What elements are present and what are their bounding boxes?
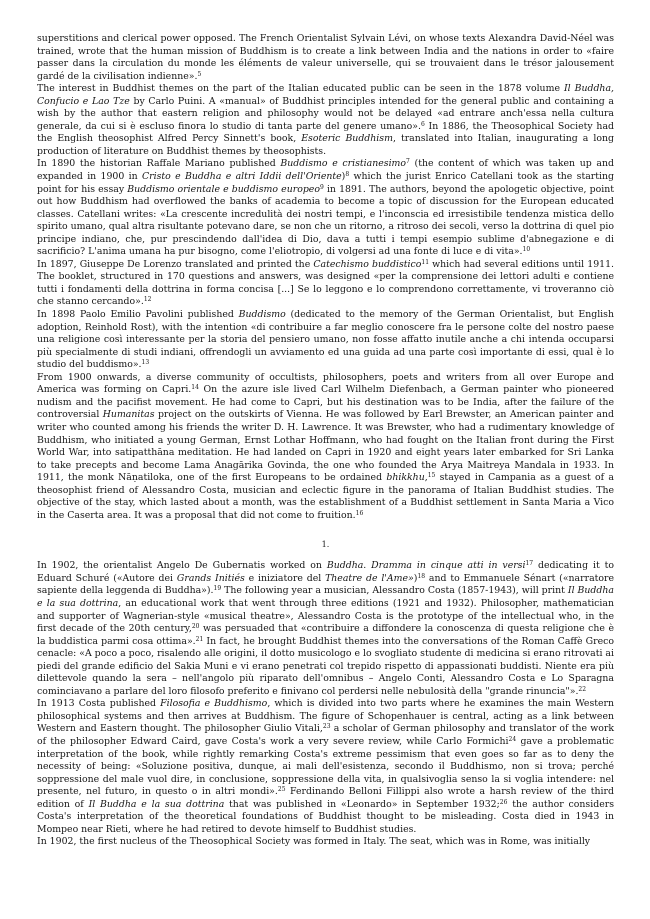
italic-title: Buddismo [238,309,286,321]
paragraph [37,698,614,836]
paragraph [37,259,614,309]
text-run: stayed in Campania as a guest of a theosophist friend of Alessandro Costa, musician and eclectic figure in the panorama of Italian Buddhist studies. The objective of the stay, which lasted about a month, was the establishment of a Buddhist settlement in Santa Maria a Vico in the Caserta area. It was a proposal that did not come to fruition. [37,472,615,521]
text-run: ) [413,572,418,584]
text-run: In fact, he brought Buddhist themes into the conversations of the Roman Caffè Greco cenacle: «A poco a poco, risalendo alle origini, il dotto musicologo e lo svogliato studente di medicina si erano ritrovati ai piedi del grande edificio del Sakia Muni e vi erano penetrati col trepido rispetto di appassionati buddisti. Niente era più dilettevole quando la sera – nell'angolo più riparato dell'omnibus – Angelo Conti, Alessandro Costa e Lo Sparagna cominciavano a parlare del loro filosofo preferito e finivano col perdersi nelle nebulosità della "grande rinuncia"». [37,635,614,697]
paragraph [37,158,614,258]
footnote-ref: 8 [345,170,350,178]
italic-title: Il Buddha e la sua dottrina [88,798,225,810]
footnote-ref: 5 [197,70,202,78]
text-run: (dedicated to the memory of the German Orientalist, but English adoption, Reinhold Rost), with the intention «di contribuire a far meglio conoscere fra le persone colte del nostro paese una religione così interessante per la storia del pensiero umano, non fosse affatto inutile anche a chi intenda occuparsi più specialmente di studi indiani, offrendogli un avviamento ed una guida ad una parte così importante di essi, qual è lo studio del buddismo». [37,309,614,371]
italic-title: Humanitas [102,409,155,421]
text-run: The following year a musician, Alessandro Costa (1857-1943), will print [221,585,568,597]
text-run: In 1897, Giuseppe De Lorenzo translated and printed the [37,258,314,270]
footnote-ref: 9 [319,183,324,191]
text-run: The interest in Buddhist themes on the part of the Italian educated public can be seen in the 1878 volume [37,83,564,95]
text-run: From 1900 onwards, a diverse community of occultists, philosophers, poets and writers from all over Europe and America was forming on Capri. [37,371,614,396]
text-run: e iniziatore del [244,572,326,584]
footnote-ref: 26 [499,798,508,806]
italic-title: Filosofia e Buddhismo [160,698,268,710]
italic-title: Catechismo buddistico [313,258,422,270]
text-run: In 1898 Paolo Emilio Pavolini published [37,309,239,321]
italic-title: Il Buddha e la sua dottrina [37,585,614,609]
footnote-ref: 7 [406,158,410,166]
paragraph [37,560,614,698]
paragraph [37,836,614,849]
footnote-ref: 13 [141,359,150,367]
footnote-ref: 21 [195,635,204,643]
text-run: that was published in «Leonardo» in September 1932; [224,798,500,810]
text-run: In 1902, the first nucleus of the Theosophical Society was formed in Italy. The seat, which was in Rome, was initially [37,836,591,848]
text-run: superstitions and clerical power opposed. The French Orientalist Sylvain Lévi, on whose texts Alexandra David-Néel was trained, wrote that the human mission of Buddhism is to create a link between India and the nations in order to «faire passer dans la circulation du monde les éléments de valeur universelle, qui se trouvaient dans le trésor jalousement gardé de la civilisation indienne». [37,33,614,82]
footnote-ref: 15 [427,471,436,479]
footnote-ref: 19 [213,585,222,593]
text-run: , which is divided into two parts where he examines the main Western philosophical systems and then arrives at Buddhism. The figure of Schopenhauer is central, acting as a link between Western and Eastern thought. The philosopher Giulio Vitali, [37,698,615,735]
text-run: (the content of which was taken up and expanded in 1900 in [37,158,614,183]
text-run: which had several editions until 1911. The booklet, structured in 170 questions and answers, was designed «per la comprensione dei lettori adulti e contiene tutti i fondamenti della dottrina in forma concisa [...] Se lo leggono e lo comprendono correttamente, vi troveranno ciò che stanno cercando». [37,258,614,308]
italic-title: bhikkhu [386,472,425,484]
paragraph [37,309,614,372]
italic-title: Il Buddha, Confucio e Lao Tze [37,83,614,107]
footnote-ref: 22 [578,685,587,693]
body-text-top [37,33,614,522]
text-run: On the azure isle lived Carl Wilhelm Diefenbach, a German painter who pioneered nudism and the pacifist movement. He had come to Capri, but his destination was to be India, after the failure of the controversial [37,384,614,421]
section-number: 1. [321,540,330,550]
text-run: , translated into Italian, inaugurating a long production of literature on Buddhist themes by theosophists. [37,133,614,157]
paragraph [37,83,614,158]
text-run: ) [341,171,346,183]
text-run: In 1890 the historian Raffale Mariano published [37,158,281,170]
paragraph [37,372,614,523]
footnote-ref: 18 [417,572,426,580]
text-run: which the jurist Enrico Catellani took as the starting point for his essay [37,171,614,195]
italic-title: Theatre de l'Ame» [325,572,414,584]
footnote-ref: 14 [191,384,199,392]
footnote-ref: 20 [191,622,200,630]
text-run: gave a problematic interpretation of the book, while rightly remarking Costa's extreme pessimism that even goes so far as to deny the necessity of being: «Soluzione positiva, dunque, ai mali dell'esistenza, secondo il Buddhismo, non si trova; perché soppressione del male vuol dire, in conclusione, soppressione della vita, in qualsivoglia senso la si voglia intendere: nel presente, nel futuro, in questo o in altri mondi». [37,735,614,798]
text-run: a scholar of German philosophy and translator of the work of the philosopher Edward Caird, gave Costa's work a very severe review, while Carlo Formichi [37,723,615,747]
italic-title: Esoteric Buddhism [301,133,393,145]
text-run: by Carlo Puini. A «manual» of Buddhist principles intended for the general public and containing a wish by the author that eastern religion and philosophy would not be delayed «ad entrare anch'essa nella cultura generale, da cui si è escluso finora lo studio di tanta parte del genere umano». [37,95,614,132]
footnote-ref: 12 [143,296,152,304]
text-run: dedicating it to Eduard Schuré («Autore dei [37,560,614,584]
italic-title: Cristo e Buddha e altri Iddii dell'Oriente [141,171,342,183]
text-run: Ferdinando Belloni Fillippi also wrote a harsh review of the third edition of [37,786,614,810]
text-run: project on the outskirts of Vienna. He was followed by Earl Brewster, an American painter and writer who counted among his friends the writer D. H. Lawrence. It was Brewster, who had a rudimentary knowledge of Buddhism, who initiated a young German, Ernst Lothar Hoffmann, who had fought on the Italian front during the First World War, into satipatthāna meditation. He had landed on Capri in 1920 and eight years later embarked for Sri Lanka to take precepts and become Lama Anagārika Govinda, the one who founded the Arya Maitreya Mandala in 1933. In 1911, the monk Nāṇatiloka, one of the first Europeans to be ordained [37,409,615,484]
text-run: was persuaded that «contribuire a diffondere la conoscenza di questa religione che è la buddistica parmi cosa ottima». [37,623,615,647]
text-run: the author considers Costa's interpretation of the theoretical foundations of Buddhist thought to be misleading. Costa died in 1943 in Mompeo near Rieti, where he had retired to devote himself to Buddhist studies. [37,798,614,835]
footnote-ref: 6 [420,120,425,128]
footnote-ref: 11 [421,258,430,266]
text-run: In 1913 Costa published [37,698,161,710]
footnote-ref: 10 [522,246,531,254]
footnote-ref: 24 [508,735,517,743]
text-run: , an educational work that went through three editions (1921 and 1932). Philosopher, mathematician and supporter of Wagnerian-style «musical theatre», Alessandro Costa is the prototype of the intellectual who, in the first decade of the 20th century, [37,597,614,635]
text-run: , [424,472,428,484]
body-text-bottom [37,560,614,849]
footnote-ref: 23 [322,723,331,731]
italic-title: Buddismo e cristianesimo [280,158,407,170]
italic-title: Grands Initiés [176,572,245,584]
footnote-ref: 17 [525,560,534,568]
footnote-ref: 16 [355,509,364,517]
text-run: In 1886, the Theosophical Society had the English theosophist Alfred Percy Sinnett's book, [37,120,614,145]
paragraph [37,33,614,83]
text-run: and to Emmanuele Sénart («narratore sapiente della leggenda di Buddha»). [37,572,615,597]
text-run: in 1891. The authors, beyond the apologetic objective, point out how Buddhism had overflowed the banks of academia to become a topic of discussion for the European educated classes. Catellani writes: «La crescente incredulità dei nostri tempi, e l'inconscia ed irresistibile tendenza mistica dello spirito umano, qual altra risultante potevano dare, se non che un ritorno, a ritroso dei secoli, verso la dottrina di quel pio principe indiano, che, pur prescindendo dall'idea di Dio, dava a tutti i tempi esempio sublime d'abnegazione e di sacrificio? L'anima umana ha pur bisogno, come l'eliotropio, di volgersi ad una fonte di luce e di vita». [37,183,614,258]
italic-title: Buddismo orientale e buddismo europeo [127,183,320,195]
italic-title: Buddha. Dramma in cinque atti in versi [326,560,526,572]
footnote-ref: 25 [277,785,286,793]
text-run: In 1902, the orientalist Angelo De Gubernatis worked on [37,560,327,572]
